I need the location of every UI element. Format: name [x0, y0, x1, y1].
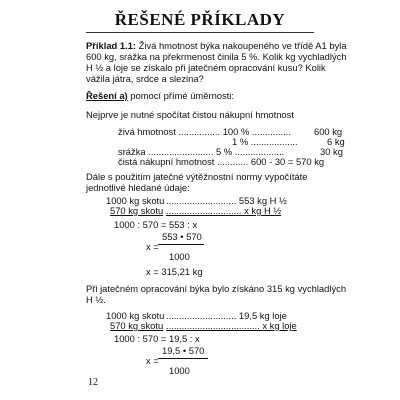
intro-text: Nejprve je nutné spočítat čistou nákupní hmotnost — [86, 109, 294, 120]
prop1-row1-left: 1000 kg skotu — [106, 195, 165, 206]
prop2-row1-right: ........................... 19,5 kg loje — [166, 310, 287, 321]
prop2-x-equals: x = — [146, 355, 159, 366]
table-value: 600 kg — [314, 126, 343, 137]
title-divider — [86, 32, 314, 33]
paragraph-2: Dále s použitím jatečné výtěžnostní normy vypočítáte jednotlivé hledané údaje: — [86, 171, 308, 193]
prop1-x-equals: x = — [146, 241, 159, 252]
page-title: ŘEŠENÉ PŘÍKLADY — [114, 10, 286, 29]
prop2-row2-right: .................................... x kg loje — [166, 320, 297, 331]
prop1-denominator: 1000 — [169, 251, 190, 262]
example-text: Živá hmotnost býka nakoupeného ve třídě A1 byla 600 kg, srážka na překrmenost činila 5 %. Kolik kg vychladlých H ½ a loje se získalo při jatečném opracování kusu? Kolik vážila játra, srdce a slezina? — [86, 40, 347, 84]
prop2-denominator: 1000 — [169, 365, 190, 376]
example-paragraph — [86, 40, 348, 84]
prop1-result: x = 315,21 kg — [146, 266, 203, 277]
prop2-row2-left: 570 kg skotu — [110, 320, 164, 331]
page-number: 12 — [88, 377, 98, 388]
example-label: Příklad 1.1: — [86, 40, 137, 51]
prop2-row1-left: 1000 kg skotu — [106, 310, 165, 321]
prop2-ratio: 1000 : 570 = 19,5 : x — [114, 333, 200, 344]
prop1-row2-right: ............................. x kg H ½ — [166, 205, 282, 216]
solution-label: Řešení a) — [86, 90, 128, 101]
table-row: čistá nákupní hmotnost ............ 600 - 30 = 570 kg — [118, 156, 325, 167]
prop1-row1-right: ........................... 553 kg H ½ — [166, 195, 287, 206]
prop1-fraction-bar — [158, 244, 204, 245]
prop2-fraction-bar — [158, 358, 208, 359]
prop1-numerator: 553 • 570 — [162, 231, 202, 242]
table-row: živá hmotnost ................ 100 % ............... — [118, 126, 291, 137]
solution-text: pomocí přímé úměrnosti: — [127, 90, 234, 101]
table-row: 1 % .................. — [232, 136, 298, 147]
prop1-ratio: 1000 : 570 = 553 : x — [114, 219, 198, 230]
paragraph-3: Při jatečném opracování býka bylo získáno 315 kg vychladlých H ½. — [86, 283, 347, 305]
table-value: 30 kg — [320, 146, 343, 157]
prop2-numerator: 19,5 • 570 — [162, 345, 205, 356]
solution-heading — [86, 90, 348, 101]
table-value: 6 kg — [327, 136, 345, 147]
prop1-row2-left: 570 kg skotu — [110, 205, 164, 216]
table-row: srážka ......................... 5 % ................... — [118, 146, 285, 157]
